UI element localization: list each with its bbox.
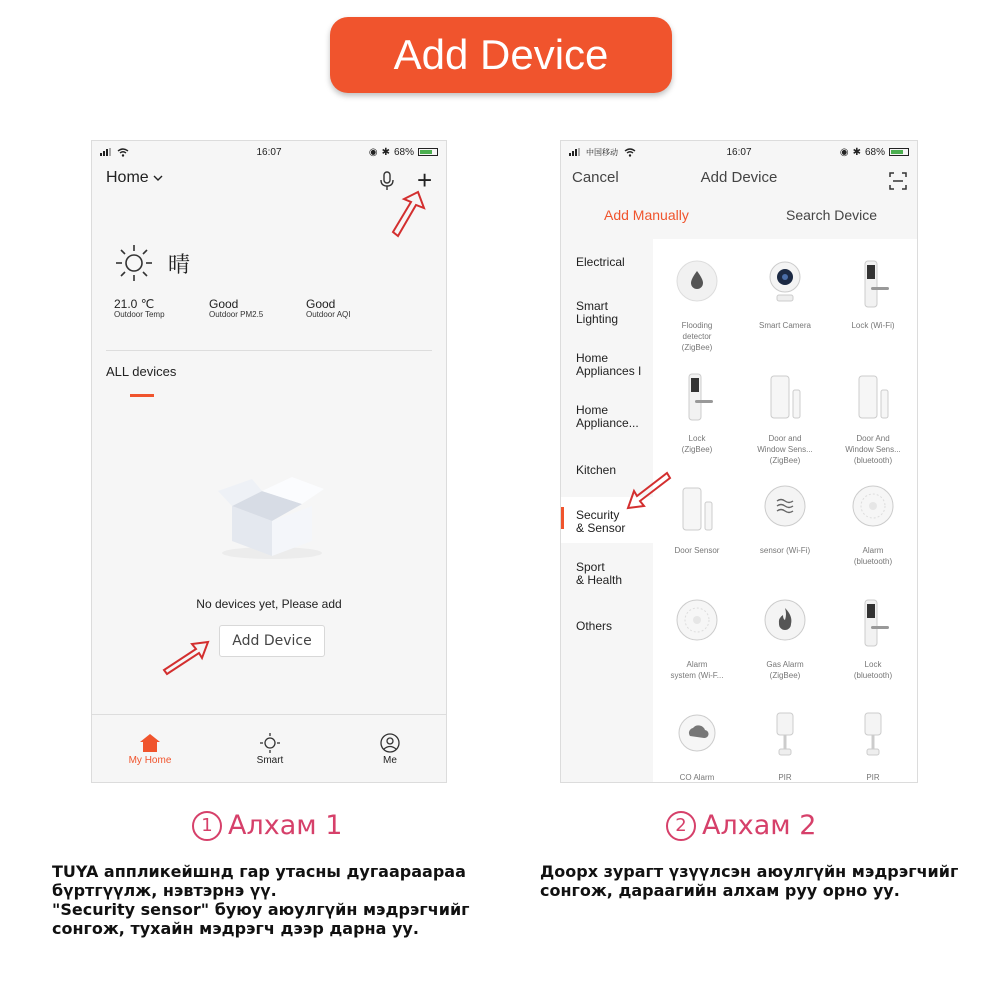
category-sidebar — [561, 239, 653, 782]
arrow-pointer-icon — [626, 470, 672, 510]
tab-search-device[interactable]: Search Device — [786, 207, 878, 223]
active-tab-indicator — [130, 394, 154, 397]
weather-row — [114, 243, 190, 283]
tab-me[interactable] — [350, 733, 430, 766]
air-sensor-icon — [763, 484, 807, 534]
battery-percent: 68% — [393, 146, 414, 158]
device-label: Alarm (bluetooth) — [853, 546, 893, 566]
pir-sensor-icon — [851, 711, 895, 761]
empty-state-text: No devices yet, Please add — [196, 597, 342, 611]
tab-add-manually[interactable]: Add Manually — [604, 207, 689, 223]
device-label: Lock (ZigBee) — [681, 434, 713, 454]
category-kitchen[interactable]: Kitchen — [576, 463, 617, 477]
alarm-icon: ◉ — [368, 146, 378, 158]
device-label: Alarm system (Wi-F... — [670, 660, 724, 680]
device-alarm-bluetooth[interactable] — [829, 484, 917, 567]
page-title: Add Device — [700, 169, 778, 186]
step-2-description: Доорх зурагт үзүүлсэн аюулгүйн мэдрэгчийг сонгож, дараагийн алхам руу орно уу. — [540, 862, 959, 900]
device-co-alarm[interactable] — [653, 711, 741, 783]
step-2-title — [666, 810, 816, 841]
step-title-text: Алхам 2 — [702, 810, 817, 841]
category-others[interactable]: Others — [576, 619, 613, 633]
chevron-down-icon — [153, 175, 163, 181]
signal-icon — [100, 148, 111, 156]
water-drop-icon — [675, 259, 719, 309]
device-label: Flooding detector (ZigBee) — [681, 321, 713, 352]
step-number: 2 — [666, 811, 696, 841]
device-label: Door And Window Sens... (bluetooth) — [845, 434, 901, 465]
category-smart-lighting[interactable]: Smart Lighting — [576, 299, 619, 326]
status-time: 16:07 — [726, 146, 752, 158]
device-grid — [653, 239, 917, 782]
device-lock-bluetooth[interactable] — [829, 598, 917, 681]
device-label: Door Sensor — [674, 546, 720, 555]
category-sport-health[interactable]: Sport & Health — [576, 560, 623, 587]
add-device-title: Add Device — [330, 17, 672, 93]
empty-box-icon — [212, 471, 332, 561]
device-door-window-zigbee[interactable] — [741, 372, 829, 466]
tab-my-home[interactable] — [110, 733, 190, 766]
battery-icon — [418, 148, 438, 156]
status-bar — [561, 141, 917, 163]
category-security-sensor[interactable]: Security & Sensor — [561, 497, 653, 543]
tab-smart[interactable] — [230, 733, 310, 766]
stat-value: Good — [306, 297, 336, 311]
stat-temp — [114, 298, 165, 320]
arrow-pointer-icon — [390, 190, 426, 240]
carrier-label: 中国移动 — [586, 147, 618, 157]
device-label: Lock (bluetooth) — [853, 660, 893, 680]
category-home-appliances[interactable]: Home Appliances I — [576, 351, 642, 378]
device-gas-alarm[interactable] — [741, 598, 829, 681]
device-sensor-wifi[interactable] — [741, 484, 829, 556]
scan-icon[interactable] — [889, 172, 907, 190]
status-time: 16:07 — [256, 146, 282, 158]
pir-sensor-icon — [763, 711, 807, 761]
door-sensor-icon — [675, 484, 719, 534]
step-number: 1 — [192, 811, 222, 841]
smoke-alarm-icon — [851, 484, 895, 534]
device-lock-zigbee[interactable] — [653, 372, 741, 455]
stat-value: Good — [209, 297, 239, 311]
user-icon — [379, 733, 401, 753]
bluetooth-icon: ✱ — [381, 146, 390, 158]
door-lock-icon — [851, 259, 895, 309]
co-alarm-icon — [675, 711, 719, 761]
device-label: CO Alarm — [679, 773, 715, 782]
home-label: Home — [106, 169, 149, 186]
bluetooth-icon: ✱ — [852, 146, 861, 158]
device-smart-camera[interactable] — [741, 259, 829, 331]
door-lock-icon — [851, 598, 895, 648]
device-label: Lock (Wi-Fi) — [851, 321, 895, 330]
tab-label: Me — [383, 755, 397, 766]
status-bar — [92, 141, 446, 163]
tab-label: Smart — [256, 755, 284, 766]
device-label: Gas Alarm (ZigBee) — [766, 660, 804, 680]
home-selector[interactable] — [106, 169, 163, 187]
step-title-text: Алхам 1 — [228, 810, 343, 841]
category-electrical[interactable]: Electrical — [576, 255, 625, 269]
device-label: Door and Window Sens... (ZigBee) — [757, 434, 813, 465]
door-lock-icon — [675, 372, 719, 422]
stat-label: Outdoor PM2.5 — [209, 310, 264, 319]
step-1-description: TUYA аппликейшнд гар утасны дугаараараа бүртгүүлж, нэвтэрнэ үү. "Security sensor" буюу аюулгүйн мэдрэгчийг сонгож, тухайн мэдрэгч дээр дарна уу. — [52, 862, 470, 938]
stat-value: 21.0 ℃ — [114, 297, 155, 311]
door-sensor-icon — [851, 372, 895, 422]
device-pir-2[interactable] — [829, 711, 917, 783]
device-label: Smart Camera — [758, 321, 811, 330]
alarm-icon: ◉ — [839, 146, 849, 158]
stat-label: Outdoor Temp — [114, 310, 165, 319]
device-label: PIR — [866, 773, 880, 782]
battery-icon — [889, 148, 909, 156]
nav-bar — [561, 169, 917, 193]
stat-label: Outdoor AQI — [306, 310, 351, 319]
mic-icon[interactable] — [379, 171, 395, 191]
device-label: PIR — [778, 773, 792, 782]
device-alarm-system-wifi[interactable] — [653, 598, 741, 681]
wifi-icon — [624, 148, 636, 157]
divider — [106, 350, 432, 351]
plus-icon[interactable]: + — [417, 165, 433, 195]
camera-icon — [763, 259, 807, 309]
step-1-title — [192, 810, 342, 841]
arrow-pointer-icon — [160, 640, 210, 676]
signal-icon — [569, 148, 580, 156]
device-pir-1[interactable] — [741, 711, 829, 783]
stat-pm25 — [209, 298, 263, 320]
home-icon — [139, 733, 161, 753]
flame-icon — [763, 598, 807, 648]
wifi-icon — [117, 148, 129, 157]
smoke-alarm-icon — [675, 598, 719, 648]
segment-control — [561, 207, 917, 231]
sun-icon — [114, 243, 154, 283]
door-sensor-icon — [763, 372, 807, 422]
cancel-button[interactable]: Cancel — [572, 169, 619, 186]
device-flooding-detector[interactable] — [653, 259, 741, 353]
add-device-button[interactable]: Add Device — [219, 625, 325, 657]
bottom-tab-bar — [92, 714, 446, 782]
battery-percent: 68% — [864, 146, 885, 158]
tab-all-devices[interactable]: ALL devices — [106, 364, 177, 379]
category-home-appliance-2[interactable]: Home Appliance... — [576, 403, 639, 430]
phone-screen-add-device — [560, 140, 918, 783]
tab-label: My Home — [128, 755, 172, 766]
device-label: sensor (Wi-Fi) — [759, 546, 811, 555]
device-lock-wifi[interactable] — [829, 259, 917, 331]
weather-condition: 晴 — [168, 252, 191, 278]
sun-icon — [259, 733, 281, 753]
device-door-window-bluetooth[interactable] — [829, 372, 917, 466]
stat-aqi — [306, 298, 350, 320]
